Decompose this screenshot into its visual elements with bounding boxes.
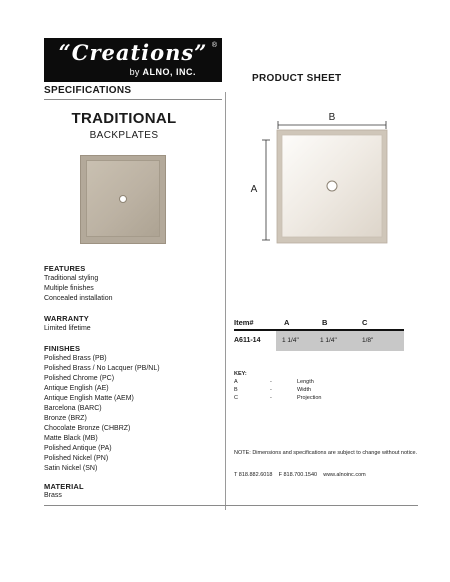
contact-fax: F 818.700.1540 — [278, 472, 318, 478]
warranty-heading: WARRANTY — [44, 314, 89, 323]
brand-logo — [44, 38, 222, 82]
table-cell-c: 1/8" — [362, 337, 374, 344]
table-cell-a: 1 1/4" — [282, 337, 299, 344]
specifications-heading: SPECIFICATIONS — [44, 85, 132, 96]
finishes-heading: FINISHES — [44, 344, 81, 353]
finish-item: Polished Antique (PA) — [44, 445, 112, 452]
finish-item: Satin Nickel (SN) — [44, 465, 98, 472]
logo-by: by — [129, 67, 140, 77]
dimensions-table — [234, 318, 404, 351]
dimension-drawing — [248, 108, 398, 253]
key-letter: A — [234, 379, 238, 385]
product-photo — [80, 155, 166, 244]
logo-brand: ALNO, INC. — [142, 67, 196, 77]
features-item: Multiple finishes — [44, 285, 94, 292]
logo-by-line — [130, 67, 196, 77]
product-category: BACKPLATES — [89, 130, 159, 141]
key-dash: - — [270, 395, 272, 401]
dimension-label-b: B — [328, 112, 336, 123]
specifications-rule — [44, 99, 222, 100]
product-name: TRADITIONAL — [71, 110, 177, 127]
finish-item: Polished Brass (PB) — [44, 355, 107, 362]
key-letter: B — [234, 387, 238, 393]
table-header: A — [284, 318, 290, 327]
mounting-hole — [119, 195, 127, 203]
finish-item: Antique English (AE) — [44, 385, 109, 392]
dimension-label-a: A — [250, 184, 258, 195]
finish-item: Chocolate Bronze (CHBRZ) — [44, 425, 131, 432]
key-heading: KEY: — [234, 371, 247, 377]
material-heading: MATERIAL — [44, 482, 84, 491]
key-dash: - — [270, 379, 272, 385]
product-sheet-heading: PRODUCT SHEET — [252, 73, 342, 84]
finish-item: Barcelona (BARC) — [44, 405, 102, 412]
key-row — [234, 379, 354, 387]
table-row — [234, 331, 404, 351]
finish-item: Matte Black (MB) — [44, 435, 98, 442]
column-divider — [225, 92, 226, 510]
key-meaning: Length — [297, 379, 314, 385]
key-row — [234, 387, 354, 395]
key-letter: C — [234, 395, 238, 401]
warranty-text: Limited lifetime — [44, 325, 91, 332]
table-header: Item# — [234, 318, 254, 327]
key-dash: - — [270, 387, 272, 393]
logo-registered-mark: ® — [211, 42, 217, 49]
contact-line — [234, 472, 366, 478]
finish-item: Antique English Matte (AEM) — [44, 395, 134, 402]
features-heading: FEATURES — [44, 264, 86, 273]
material-text: Brass — [44, 492, 62, 499]
key-meaning: Width — [297, 387, 312, 393]
table-cell-b: 1 1/4" — [320, 337, 337, 344]
contact-phone: T 818.882.6018 — [234, 472, 273, 478]
finish-item: Polished Nickel (PN) — [44, 455, 109, 462]
contact-website[interactable]: www.alnoinc.com — [323, 472, 366, 478]
finish-item: Polished Chrome (PC) — [44, 375, 115, 382]
footer-rule — [44, 505, 418, 506]
table-header: B — [322, 318, 328, 327]
features-item: Concealed installation — [44, 295, 113, 302]
key-row — [234, 395, 354, 403]
table-cell-item: A611-14 — [234, 337, 261, 344]
disclaimer-note: NOTE: Dimensions and specifications are subject to change without notice. — [234, 450, 418, 456]
backplate-face — [86, 160, 160, 237]
table-header-row — [234, 318, 404, 328]
features-item: Traditional styling — [44, 275, 99, 282]
key-meaning: Projection — [297, 395, 322, 401]
table-header: C — [362, 318, 368, 327]
finish-item: Bronze (BRZ) — [44, 415, 87, 422]
logo-script-text: “Creations” — [58, 40, 208, 65]
finish-item: Polished Brass / No Lacquer (PB/NL) — [44, 365, 160, 372]
mounting-hole — [327, 181, 337, 191]
